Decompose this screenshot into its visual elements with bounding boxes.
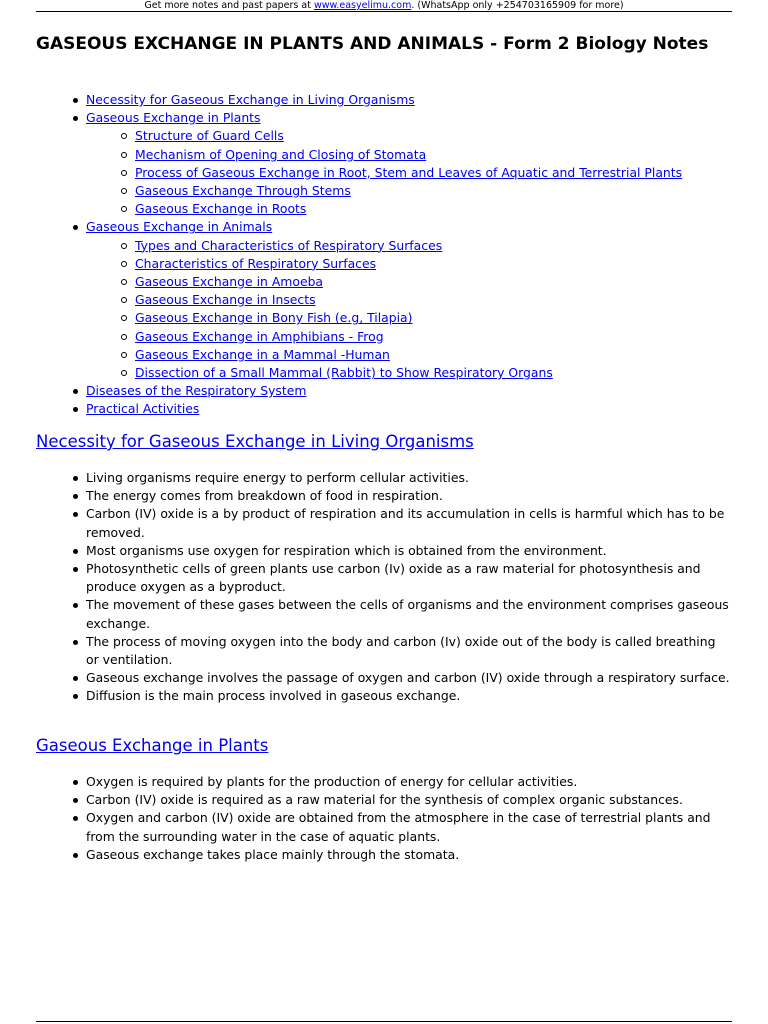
toc-subitem xyxy=(86,291,732,309)
section-heading-necessity xyxy=(36,432,474,452)
toc-subitem xyxy=(86,255,732,273)
toc-subitem xyxy=(86,200,732,218)
toc-subitem xyxy=(86,182,732,200)
section-heading-link[interactable]: Necessity for Gaseous Exchange in Living Organisms xyxy=(36,432,474,451)
toc-subitem xyxy=(86,328,732,346)
toc-link[interactable]: Practical Activities xyxy=(86,401,200,417)
toc-sublink[interactable]: Process of Gaseous Exchange in Root, Stem and Leaves of Aquatic and Terrestrial Plants xyxy=(135,164,683,180)
list-item: Gaseous exchange involves the passage of oxygen and carbon (IV) oxide through a respiratory surface. xyxy=(36,669,732,687)
header-site-link[interactable]: www.easyelimu.com xyxy=(313,0,412,11)
toc-item xyxy=(36,109,732,218)
toc-subitem xyxy=(86,309,732,327)
toc-sublink[interactable]: Structure of Guard Cells xyxy=(135,128,284,144)
list-item: Living organisms require energy to perform cellular activities. xyxy=(36,469,732,487)
list-item: Oxygen is required by plants for the production of energy for cellular activities. xyxy=(36,773,732,791)
toc-subitem xyxy=(86,127,732,145)
header-prefix: Get more notes and past papers at xyxy=(144,0,314,11)
toc-sublink[interactable]: Mechanism of Opening and Closing of Stomata xyxy=(135,146,427,162)
header-suffix: . (WhatsApp only +254703165909 for more) xyxy=(411,0,624,11)
toc-sublink[interactable]: Gaseous Exchange in a Mammal -Human xyxy=(135,346,390,362)
plants-bullet-list xyxy=(36,773,732,864)
toc-subitem xyxy=(86,364,732,382)
list-item: The movement of these gases between the cells of organisms and the environment comprises gaseous exchange. xyxy=(36,596,732,632)
document-page xyxy=(36,0,732,1024)
toc-subitem xyxy=(86,273,732,291)
list-item: Carbon (IV) oxide is required as a raw material for the synthesis of complex organic substances. xyxy=(36,791,732,809)
toc-item xyxy=(36,400,732,418)
toc-item xyxy=(36,382,732,400)
list-item: The energy comes from breakdown of food in respiration. xyxy=(36,487,732,505)
list-item: Most organisms use oxygen for respiration which is obtained from the environment. xyxy=(36,542,732,560)
list-item: Photosynthetic cells of green plants use carbon (Iv) oxide as a raw material for photosynthesis and produce oxygen as a byproduct. xyxy=(36,560,732,596)
toc-sublist xyxy=(86,127,732,218)
toc-sublink[interactable]: Gaseous Exchange in Roots xyxy=(135,201,307,217)
toc-subitem xyxy=(86,164,732,182)
list-item: Gaseous exchange takes place mainly through the stomata. xyxy=(36,846,732,864)
toc-sublink[interactable]: Gaseous Exchange in Amoeba xyxy=(135,274,324,290)
toc-link[interactable]: Gaseous Exchange in Plants xyxy=(86,110,261,126)
toc-sublink[interactable]: Gaseous Exchange Through Stems xyxy=(135,183,351,199)
toc-subitem xyxy=(86,146,732,164)
toc-subitem xyxy=(86,346,732,364)
toc-sublink[interactable]: Dissection of a Small Mammal (Rabbit) to Show Respiratory Organs xyxy=(135,365,553,381)
section-heading-link[interactable]: Gaseous Exchange in Plants xyxy=(36,736,269,755)
toc-item xyxy=(36,91,732,109)
toc-sublink[interactable]: Gaseous Exchange in Amphibians - Frog xyxy=(135,328,384,344)
section-heading-plants xyxy=(36,736,268,756)
toc-link[interactable]: Necessity for Gaseous Exchange in Living Organisms xyxy=(86,92,415,107)
toc-item xyxy=(36,218,732,382)
toc-subitem xyxy=(86,237,732,255)
toc-sublink[interactable]: Gaseous Exchange in Insects xyxy=(135,292,316,308)
footer-divider xyxy=(36,1021,732,1022)
list-item: The process of moving oxygen into the body and carbon (Iv) oxide out of the body is called breathing or ventilation. xyxy=(36,633,732,669)
toc-sublist xyxy=(86,237,732,383)
list-item: Diffusion is the main process involved in gaseous exchange. xyxy=(36,687,732,705)
toc-link[interactable]: Diseases of the Respiratory System xyxy=(86,383,307,399)
toc-sublink[interactable]: Types and Characteristics of Respiratory Surfaces xyxy=(135,237,443,253)
toc-link[interactable]: Gaseous Exchange in Animals xyxy=(86,219,273,235)
list-item: Carbon (IV) oxide is a by product of respiration and its accumulation in cells is harmful which has to be removed. xyxy=(36,505,732,541)
header-banner xyxy=(36,0,732,12)
list-item: Oxygen and carbon (IV) oxide are obtained from the atmosphere in the case of terrestrial plants and from the surrounding water in the case of aquatic plants. xyxy=(36,809,732,845)
document-title: GASEOUS EXCHANGE IN PLANTS AND ANIMALS - Form 2 Biology Notes xyxy=(36,34,709,54)
toc-sublink[interactable]: Characteristics of Respiratory Surfaces xyxy=(135,255,377,271)
table-of-contents xyxy=(36,91,732,419)
toc-sublink[interactable]: Gaseous Exchange in Bony Fish (e.g, Tilapia) xyxy=(135,310,413,326)
necessity-bullet-list xyxy=(36,469,732,706)
